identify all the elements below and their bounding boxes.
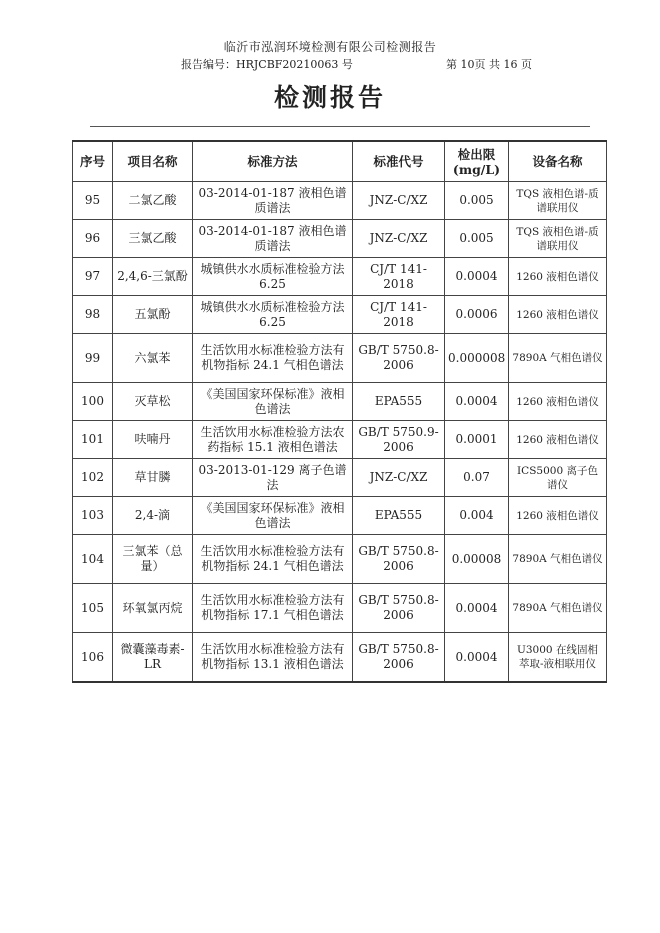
cell-item-name: 三氯乙酸 [113,220,193,258]
cell-method: 生活饮用水标准检验方法农药指标 15.1 液相色谱法 [193,421,353,459]
cell-method: 03-2014-01-187 液相色谱质谱法 [193,182,353,220]
cell-limit: 0.07 [445,459,509,497]
cell-code: EPA555 [353,383,445,421]
table-row [73,182,607,220]
results-table [72,140,607,683]
cell-limit: 0.0001 [445,421,509,459]
cell-item-name: 2,4-滴 [113,497,193,535]
cell-limit: 0.000008 [445,334,509,383]
cell-no: 96 [73,220,113,258]
cell-limit: 0.0004 [445,633,509,683]
cell-item-name: 二氯乙酸 [113,182,193,220]
cell-no: 105 [73,584,113,633]
cell-equipment: 7890A 气相色谱仪 [509,584,607,633]
cell-limit: 0.00008 [445,535,509,584]
table-row [73,296,607,334]
cell-code: JNZ-C/XZ [353,459,445,497]
cell-no: 103 [73,497,113,535]
title-divider [90,126,590,127]
cell-no: 98 [73,296,113,334]
table-row [73,535,607,584]
cell-code: JNZ-C/XZ [353,220,445,258]
cell-equipment: TQS 液相色谱-质谱联用仪 [509,220,607,258]
cell-item-name: 环氧氯丙烷 [113,584,193,633]
cell-item-name: 草甘膦 [113,459,193,497]
table-row [73,421,607,459]
cell-no: 106 [73,633,113,683]
cell-item-name: 微囊藻毒素-LR [113,633,193,683]
cell-equipment: TQS 液相色谱-质谱联用仪 [509,182,607,220]
table-row [73,258,607,296]
report-title: 检测报告 [273,83,386,112]
company-name: 临沂市泓润环境检测有限公司检测报告 [223,40,437,54]
cell-equipment: 1260 液相色谱仪 [509,296,607,334]
cell-code: GB/T 5750.8-2006 [353,584,445,633]
cell-method: 03-2014-01-187 液相色谱质谱法 [193,220,353,258]
cell-no: 104 [73,535,113,584]
cell-item-name: 五氯酚 [113,296,193,334]
cell-limit: 0.0004 [445,258,509,296]
cell-limit: 0.004 [445,497,509,535]
cell-item-name: 三氯苯（总量） [113,535,193,584]
cell-code: EPA555 [353,497,445,535]
cell-no: 99 [73,334,113,383]
cell-item-name: 六氯苯 [113,334,193,383]
table-row [73,334,607,383]
table-header-row [73,141,607,182]
cell-method: 生活饮用水标准检验方法有机物指标 17.1 气相色谱法 [193,584,353,633]
cell-code: CJ/T 141-2018 [353,296,445,334]
page-indicator: 第 10页 共 16 页 [446,58,532,71]
cell-method: 《美国国家环保标准》液相色谱法 [193,383,353,421]
table-row [73,459,607,497]
cell-item-name: 2,4,6-三氯酚 [113,258,193,296]
col-header-no: 序号 [73,141,113,182]
cell-limit: 0.0006 [445,296,509,334]
cell-method: 03-2013-01-129 离子色谱法 [193,459,353,497]
cell-code: JNZ-C/XZ [353,182,445,220]
cell-equipment: ICS5000 离子色谱仪 [509,459,607,497]
col-header-equipment: 设备名称 [509,141,607,182]
cell-limit: 0.0004 [445,383,509,421]
cell-method: 城镇供水水质标准检验方法 6.25 [193,296,353,334]
cell-method: 《美国国家环保标准》液相色谱法 [193,497,353,535]
cell-limit: 0.005 [445,220,509,258]
cell-no: 95 [73,182,113,220]
cell-method: 生活饮用水标准检验方法有机物指标 24.1 气相色谱法 [193,535,353,584]
table-row [73,584,607,633]
cell-equipment: 1260 液相色谱仪 [509,258,607,296]
cell-code: CJ/T 141-2018 [353,258,445,296]
cell-method: 生活饮用水标准检验方法有机物指标 13.1 液相色谱法 [193,633,353,683]
col-header-code: 标准代号 [353,141,445,182]
table-row [73,220,607,258]
report-meta [0,56,660,72]
report-number: 报告编号：HRJCBF20210063 号 [181,58,353,71]
cell-equipment: 7890A 气相色谱仪 [509,535,607,584]
table-row [73,383,607,421]
cell-code: GB/T 5750.8-2006 [353,334,445,383]
col-header-limit: 检出限 (mg/L) [445,141,509,182]
table-row [73,633,607,683]
cell-method: 生活饮用水标准检验方法有机物指标 24.1 气相色谱法 [193,334,353,383]
cell-method: 城镇供水水质标准检验方法 6.25 [193,258,353,296]
col-header-item: 项目名称 [113,141,193,182]
cell-equipment: 7890A 气相色谱仪 [509,334,607,383]
cell-no: 100 [73,383,113,421]
cell-equipment: 1260 液相色谱仪 [509,383,607,421]
col-header-method: 标准方法 [193,141,353,182]
cell-no: 97 [73,258,113,296]
cell-equipment: 1260 液相色谱仪 [509,497,607,535]
table-row [73,497,607,535]
cell-code: GB/T 5750.9-2006 [353,421,445,459]
cell-limit: 0.005 [445,182,509,220]
cell-item-name: 呋喃丹 [113,421,193,459]
cell-equipment: 1260 液相色谱仪 [509,421,607,459]
cell-limit: 0.0004 [445,584,509,633]
cell-no: 102 [73,459,113,497]
cell-equipment: U3000 在线固相萃取-液相联用仪 [509,633,607,683]
cell-item-name: 灭草松 [113,383,193,421]
cell-no: 101 [73,421,113,459]
cell-code: GB/T 5750.8-2006 [353,535,445,584]
cell-code: GB/T 5750.8-2006 [353,633,445,683]
